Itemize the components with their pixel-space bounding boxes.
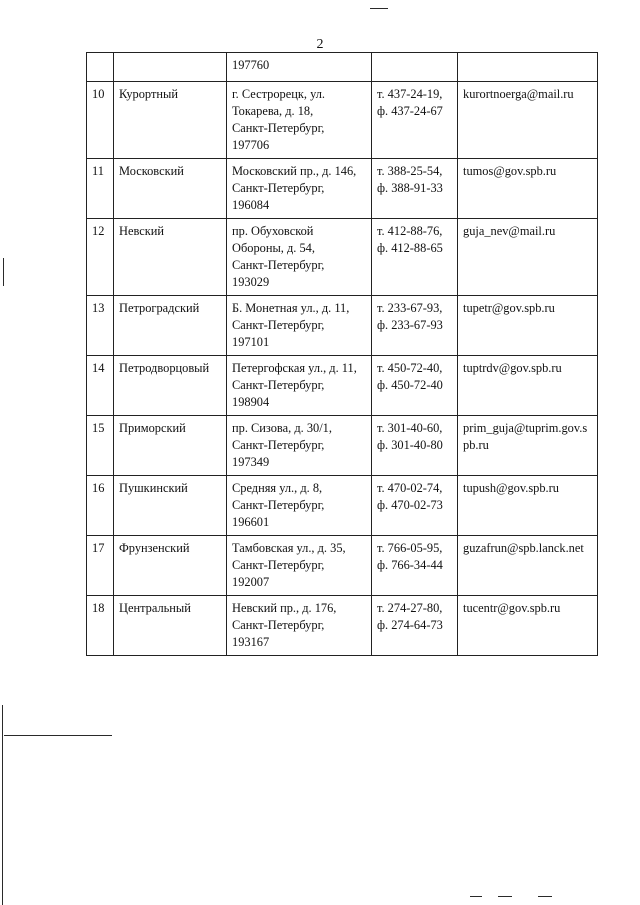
row-number: 16 — [87, 476, 114, 536]
phone: т. 437-24-19, ф. 437-24-67 — [372, 82, 458, 159]
row-number: 15 — [87, 416, 114, 476]
address: Тамбовская ул., д. 35, Санкт-Петербург, 192007 — [227, 536, 372, 596]
address: г. Сестрорецк, ул. Токарева, д. 18, Санкт-Петербург, 197706 — [227, 82, 372, 159]
email: prim_guja@tuprim.gov.s pb.ru — [458, 416, 598, 476]
scan-artifact-bottom-1 — [470, 896, 482, 897]
row-number: 12 — [87, 219, 114, 296]
district-name: Петродворцовый — [114, 356, 227, 416]
scan-artifact-left-margin — [2, 705, 3, 905]
address: пр. Сизова, д. 30/1, Санкт-Петербург, 197349 — [227, 416, 372, 476]
row-number: 13 — [87, 296, 114, 356]
row-number: 11 — [87, 159, 114, 219]
address: Московский пр., д. 146, Санкт-Петербург, 196084 — [227, 159, 372, 219]
email — [458, 53, 598, 82]
district-name: Центральный — [114, 596, 227, 656]
table-row — [87, 596, 598, 656]
phone: т. 412-88-76, ф. 412-88-65 — [372, 219, 458, 296]
table-row — [87, 536, 598, 596]
email: tuptrdv@gov.spb.ru — [458, 356, 598, 416]
phone: т. 766-05-95, ф. 766-34-44 — [372, 536, 458, 596]
row-number: 18 — [87, 596, 114, 656]
email: tupetr@gov.spb.ru — [458, 296, 598, 356]
contacts-table — [86, 52, 598, 656]
email: kurortnoerga@mail.ru — [458, 82, 598, 159]
phone: т. 470-02-74, ф. 470-02-73 — [372, 476, 458, 536]
phone — [372, 53, 458, 82]
page-number: 2 — [316, 37, 324, 52]
phone: т. 301-40-60, ф. 301-40-80 — [372, 416, 458, 476]
phone: т. 450-72-40, ф. 450-72-40 — [372, 356, 458, 416]
email: tupush@gov.spb.ru — [458, 476, 598, 536]
address: 197760 — [227, 53, 372, 82]
district-name: Московский — [114, 159, 227, 219]
email: tumos@gov.spb.ru — [458, 159, 598, 219]
phone: т. 233-67-93, ф. 233-67-93 — [372, 296, 458, 356]
table-row — [87, 476, 598, 536]
scan-artifact-bottom-3 — [538, 896, 552, 897]
address: пр. Обуховской Обороны, д. 54, Санкт-Петербург, 193029 — [227, 219, 372, 296]
address: Петергофская ул., д. 11, Санкт-Петербург, 198904 — [227, 356, 372, 416]
email: guja_nev@mail.ru — [458, 219, 598, 296]
table-row — [87, 159, 598, 219]
address: Средняя ул., д. 8, Санкт-Петербург, 196601 — [227, 476, 372, 536]
table-row — [87, 416, 598, 476]
phone: т. 388-25-54, ф. 388-91-33 — [372, 159, 458, 219]
row-number: 14 — [87, 356, 114, 416]
scan-artifact-left-top — [3, 258, 4, 286]
table-row — [87, 82, 598, 159]
district-name — [114, 53, 227, 82]
scan-artifact-bottom-2 — [498, 896, 512, 897]
table-row — [87, 53, 598, 82]
table-row — [87, 296, 598, 356]
email: tucentr@gov.spb.ru — [458, 596, 598, 656]
district-name: Петроградский — [114, 296, 227, 356]
district-name: Пушкинский — [114, 476, 227, 536]
table-row — [87, 219, 598, 296]
district-name: Курортный — [114, 82, 227, 159]
row-number: 10 — [87, 82, 114, 159]
row-number: 17 — [87, 536, 114, 596]
scan-artifact-left-rule — [4, 735, 112, 736]
address: Невский пр., д. 176, Санкт-Петербург, 193167 — [227, 596, 372, 656]
district-name: Невский — [114, 219, 227, 296]
row-number — [87, 53, 114, 82]
district-name: Приморский — [114, 416, 227, 476]
phone: т. 274-27-80, ф. 274-64-73 — [372, 596, 458, 656]
address: Б. Монетная ул., д. 11, Санкт-Петербург, 197101 — [227, 296, 372, 356]
scan-artifact-top — [370, 8, 388, 9]
email: guzafrun@spb.lanck.net — [458, 536, 598, 596]
district-name: Фрунзенский — [114, 536, 227, 596]
table-row — [87, 356, 598, 416]
